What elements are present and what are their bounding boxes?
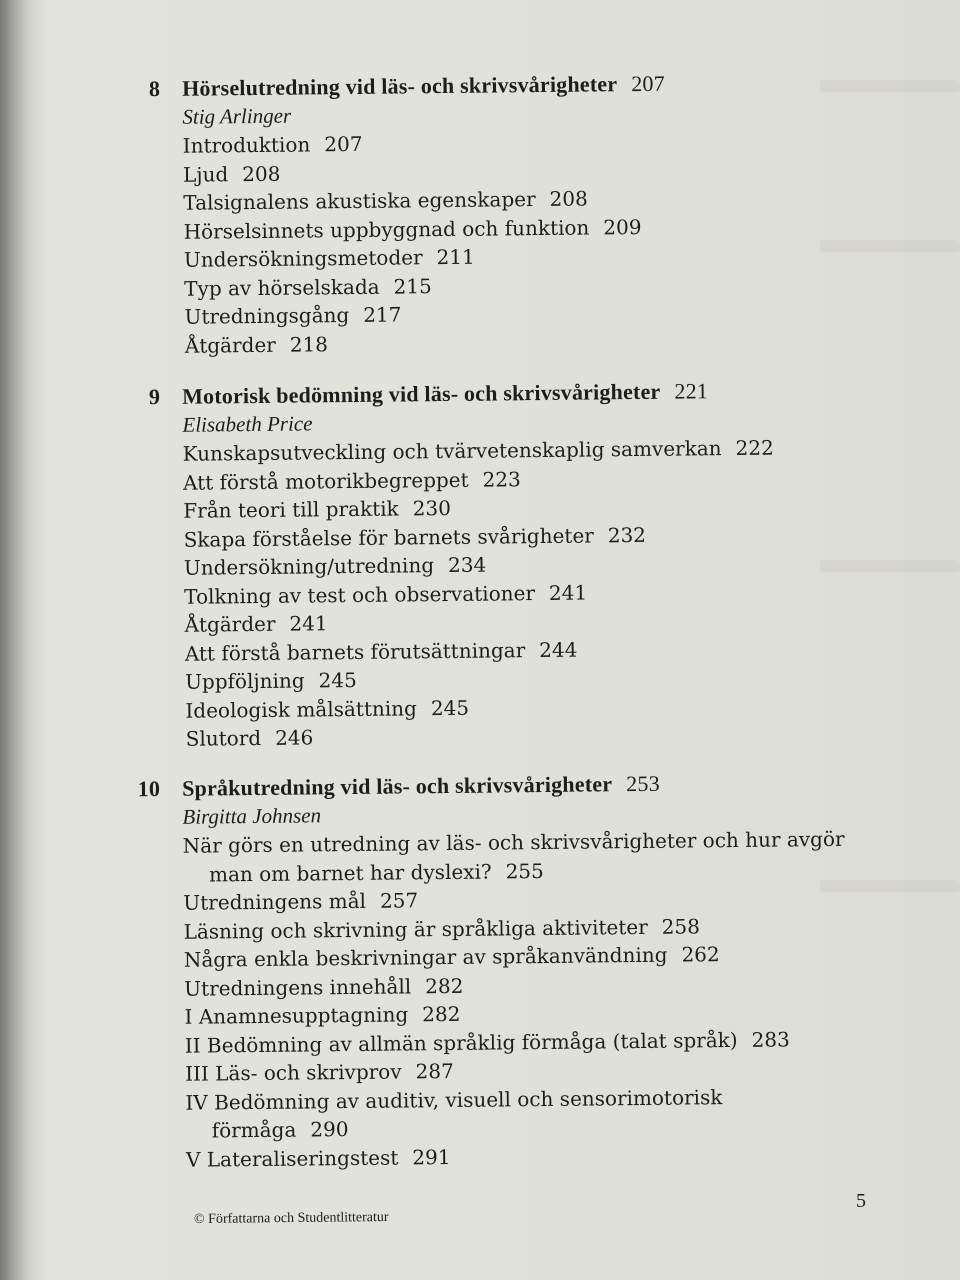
entry-title: Undersökningsmetoder: [183, 245, 423, 272]
page-number: 5: [856, 1190, 866, 1212]
chapter-title: Språkutredning vid läs- och skrivsvårigheter: [181, 771, 613, 801]
chapter-heading[interactable]: [0, 768, 900, 811]
entry-page: 234: [447, 552, 487, 577]
entry-page: 282: [422, 1001, 461, 1027]
chapter-number: 10: [137, 776, 161, 802]
chapter-number: 9: [148, 384, 161, 410]
chapter-heading[interactable]: [0, 68, 900, 111]
page-binding-shadow: [0, 0, 46, 1280]
entry-title: IV Bedömning av auditiv, visuell och sensorimotorisk: [185, 1084, 723, 1115]
toc-entry[interactable]: [186, 1138, 866, 1174]
entry-page: 207: [324, 131, 363, 157]
entry-title: Från teori till praktik: [183, 496, 399, 523]
entry-title: Att förstå motorikbegreppet: [182, 467, 469, 495]
entry-title: Undersökning/utredning: [183, 553, 435, 580]
chapter-heading[interactable]: [0, 376, 900, 419]
toc-entry-list: [183, 825, 867, 1174]
chapter-author: Birgitta Johnsen: [182, 803, 322, 829]
entry-title: Typ av hörselskada: [184, 274, 380, 301]
chapter-page: 207: [631, 70, 665, 97]
entry-page: 241: [289, 611, 328, 636]
entry-page: 287: [415, 1058, 454, 1084]
chapter-page: 221: [674, 378, 709, 404]
entry-title: Att förstå barnets förutsättningar: [184, 637, 526, 666]
entry-page: 282: [425, 973, 464, 998]
entry-page: 290: [310, 1117, 349, 1142]
entry-title: V Lateraliseringstest: [185, 1145, 399, 1172]
entry-title: II Bedömning av allmän språklig förmåga (talat språk): [184, 1027, 738, 1058]
entry-page: 246: [275, 725, 314, 750]
entry-title: Utredningsgång: [184, 303, 350, 329]
toc-entry[interactable]: [183, 825, 864, 889]
entry-page: 208: [549, 186, 588, 211]
entry-title: III Läs- och skrivprov: [184, 1059, 402, 1086]
entry-page: 211: [436, 244, 475, 270]
entry-page: 209: [603, 214, 642, 239]
chapter-title: Hörselutredning vid läs- och skrivsvårigheter: [181, 71, 618, 101]
chapter-9: [0, 376, 900, 751]
chapter-page: 253: [626, 770, 660, 797]
entry-title: I Anamnesupptagning: [184, 1002, 409, 1029]
toc-entry[interactable]: [185, 1081, 866, 1145]
chapter-title-wrap: [182, 378, 708, 410]
entry-page: 257: [379, 888, 419, 913]
entry-page: 245: [430, 695, 470, 720]
entry-title: Ljud: [182, 161, 229, 187]
entry-page: 230: [412, 495, 452, 521]
entry-title: Utredningens innehåll: [184, 973, 412, 1001]
entry-title: Tolkning av test och observationer: [184, 580, 536, 609]
chapter-title-wrap: [182, 71, 665, 102]
chapter-number: 8: [148, 76, 161, 102]
entry-page: 258: [661, 913, 701, 939]
entry-page: 291: [412, 1144, 451, 1169]
entry-title: Talsignalens akustiska egenskaper: [183, 187, 536, 215]
entry-page: 283: [751, 1026, 790, 1052]
entry-page: 232: [607, 522, 647, 547]
entry-page: 245: [318, 667, 357, 693]
entry-page: 217: [363, 302, 402, 327]
entry-title: Hörselsinnets uppbyggnad och funktion: [183, 215, 590, 244]
entry-title: Slutord: [185, 725, 262, 751]
chapter-author: Elisabeth Price: [182, 411, 313, 437]
entry-title: Ideologisk målsättning: [185, 695, 417, 723]
chapter-title: Motorisk bedömning vid läs- och skrivsvårigheter: [181, 378, 661, 409]
entry-page: 223: [482, 466, 521, 492]
toc-entry[interactable]: [186, 718, 866, 754]
chapter-10: [0, 768, 900, 1172]
toc-entry[interactable]: [185, 324, 865, 360]
entry-title: Åtgärder: [184, 611, 276, 637]
entry-page: 255: [505, 858, 544, 883]
entry-page: 244: [539, 637, 578, 662]
chapter-title-wrap: [182, 771, 660, 802]
copyright-footer: © Författarna och Studentlitteratur: [193, 1209, 389, 1228]
chapter-8: [0, 68, 900, 358]
entry-title: När görs en utredning av läs- och skrivsvårigheter och hur avgör: [182, 826, 845, 858]
toc-entry-list: [183, 125, 865, 360]
entry-title: Åtgärder: [184, 332, 276, 358]
entry-page: 241: [548, 580, 588, 605]
entry-title: Kunskapsutveckling och tvärvetenskaplig samverkan: [182, 436, 722, 466]
entry-title-continuation-text: förmåga: [211, 1117, 297, 1143]
entry-title: Utredningens mål: [183, 888, 367, 915]
entry-title: Skapa förståelse för barnets svårigheter: [183, 522, 594, 552]
entry-page: 215: [393, 273, 432, 299]
chapter-author: Stig Arlinger: [182, 103, 292, 129]
entry-page: 218: [289, 331, 329, 357]
entry-title: Läsning och skrivning är språkliga aktiviteter: [183, 914, 648, 944]
entry-page: 208: [242, 161, 281, 186]
toc-entry-list: [183, 433, 866, 754]
entry-title: Introduktion: [182, 132, 311, 158]
entry-page: 222: [735, 435, 774, 460]
entry-title: Uppföljning: [184, 668, 305, 694]
entry-title-continuation-text: man om barnet har dyslexi?: [208, 859, 492, 886]
entry-page: 262: [681, 942, 720, 967]
entry-title: Några enkla beskrivningar av språkanvändning: [183, 942, 668, 972]
